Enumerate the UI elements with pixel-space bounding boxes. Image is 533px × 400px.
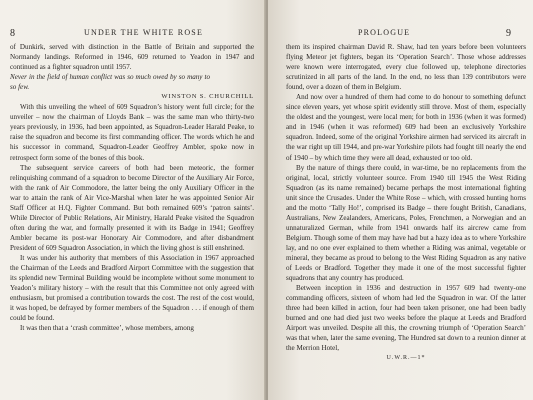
left-page-body xyxy=(10,42,254,333)
left-page xyxy=(0,0,266,400)
running-head-left: UNDER THE WHITE ROSE xyxy=(84,28,204,37)
paragraph: of Dunkirk, served with distinction in the Battle of Britain and supported the Normandy landings. Reformed in 1946, 609 returned to Yeadon in 1947 and continued as a fighter squadron until 1957. xyxy=(10,43,254,72)
paragraph: Between inception in 1936 and destruction in 1957 609 had twenty-one commanding officers, sixteen of whom had led the Squadron in war. Of the latter three had been killed in action, four had been taken prisoner, one had been badly burned and one had died just two weeks before the plaque at Leeds and Bradford Airport was unveiled. Despite all this, the crowning triumph of ‘Operation Search’ was that when, later the same evening, The Hundred sat down to a reunion dinner at the Merrion Hotel, xyxy=(286,284,526,353)
paragraph: It was then that a ‘crash committee’, whose members, among xyxy=(20,324,194,333)
paragraph: With this unveiling the wheel of 609 Squadron’s history went full circle; for the unveiler – now the chairman of Lloyds Bank – was the same man who thirty-two years previously, in 1936, had been appointed, as Squadron-Leader Harald Peake, to raise the squadron and become its first commanding officer. The words which he and his successor in command, Squadron-Leader Geoffrey Ambler, spoke now in retrospect form some of the bones of this book. xyxy=(10,103,254,162)
paragraph: them its inspired chairman David R. Shaw, had ten years before been volunteers flying Meteor jet fighters, began its ‘Operation Search’. Those whose addresses were known were interrogated, every clue followed up, telephone directories scrutinized in all parts of the land. In the end, no less than 139 contributors were found, over a dozen of them in Belgium. xyxy=(286,43,526,92)
paragraph: It was under his authority that members of this Association in 1967 approached the Chairman of the Leeds and Bradford Airport Committee with the suggestion that its splendid new Terminal Building would be incomplete without some monument to Yeadon’s military history – with the result that this Committee not only agreed with enthusiasm, but promised a contribution towards the cost. The rest of the cost would, it was hoped, be defrayed by former members of the Squadron . . . if enough of them could be found. xyxy=(10,253,254,323)
epigraph-quote: Never in the field of human conflict was so much owed by so many to so few. xyxy=(10,73,210,92)
paragraph: By the nature of things there could, in war-time, be no replacements from the original, local, strictly volunteer source. From 1940 till 1945 the West Riding Squadron (as its name remained) became perhaps the most international fighting unit since the Crusades. Under the White Rose – which, with crossed hunting horns and the motto ‘Tally Ho!’, comprised its Badge – there fought British, Canadians, Australians, New Zealanders, Americans, Poles, Frenchmen, a Norwegian and an unnaturalized German, while from 1941 onwards half its aircrew came from Belgium. Though some of them may have had but a hazy idea as to where Yorkshire lay, and no one ever explained to them whether a Riding was animal, vegetable or mineral, they became as proud to belong to the West Riding Squadron as any native of Leeds or Bradford. Together they made it one of the most successful fighter squadrons that any country has produced. xyxy=(286,163,526,283)
paragraph: And now over a hundred of them had come to do honour to something defunct since eleven years, yet whose spirit evidently still throve. Most of them, especially the oldest and the youngest, were local men; for both in 1936 (when it was formed) and in 1946 (when it was reformed) 609 had been an exclusively Yorkshire squadron. Indeed, some of the original Yorkshire airmen had serviced its aircraft in the war right up till 1944, and pre-war Yorkshire pilots had fought till nearly the end of 1940 – by which time they were all dead, exhausted or too old. xyxy=(286,93,526,162)
right-page xyxy=(268,0,533,400)
page-number-right: 9 xyxy=(506,28,511,39)
page-number-left: 8 xyxy=(10,28,15,39)
signature-mark: U.W.R.—1* xyxy=(386,355,426,362)
epigraph-attribution: WINSTON S. CHURCHILL xyxy=(161,93,254,101)
running-head-right: PROLOGUE xyxy=(358,28,411,37)
right-page-body xyxy=(286,42,526,364)
paragraph: The subsequent service careers of both had been meteoric, the former relinquishing command of a squadron to become Director of the Auxiliary Air Force, with the rank of Air Commodore, the latter being the only Auxiliary Officer in the war to attain the rank of Air Vice-Marshal when later he was appointed Senior Air Staff Officer at H.Q. Fighter Command. But both remained 609’s ‘patron saints’. While Director of Public Relations, Air Ministry, Harald Peake visited the Squadron often during the war, and formally presented it with its Badge in 1941; Geoffrey Ambler became its post-war Honorary Air Commodore, and after disbandment President of 609 Squadron Association, in which the living ghost is still enshrined. xyxy=(10,163,254,252)
